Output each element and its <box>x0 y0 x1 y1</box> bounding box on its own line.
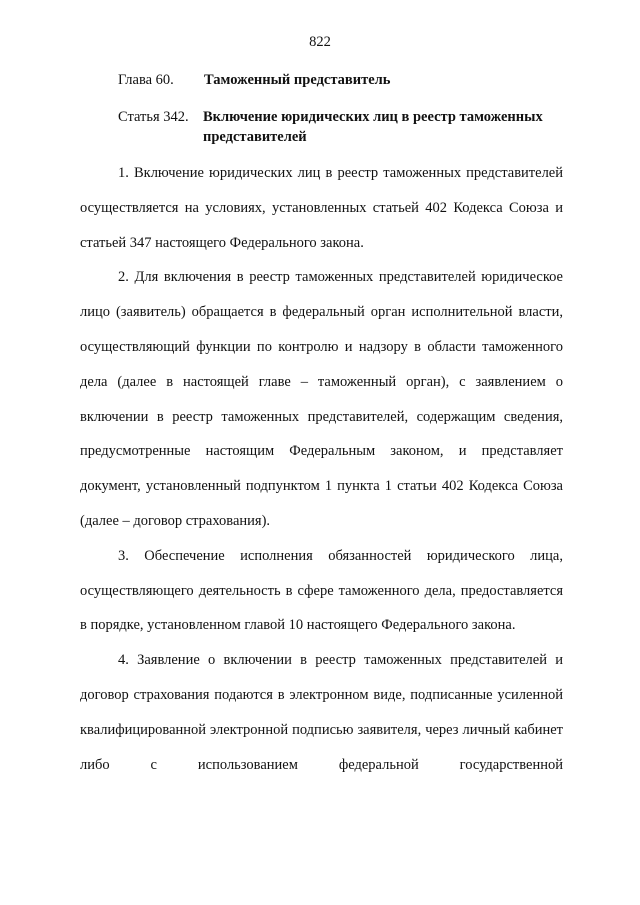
paragraph-4: 4. Заявление о включении в реестр таможенных представителей и договор страхования подаются в электронном виде, подписанные усиленной квалифицированной электронной подписью заявителя, через личный кабинет либо с использованием федеральной государственной <box>80 652 563 773</box>
paragraph-2: 2. Для включения в реестр таможенных представителей юридическое лицо (заявитель) обращается в федеральный орган исполнительной власти, осуществляющий функции по контролю и надзору в области таможенного дела (далее в настоящей главе – таможенный орган), с заявлением о включении в реестр таможенных представителей, содержащим сведения, предусмотренные настоящим Федеральным законом, и представляет документ, установленный подпунктом 1 пункта 1 статьи 402 Кодекса Союза (далее – договор страхования). <box>80 269 563 529</box>
paragraph-3: 3. Обеспечение исполнения обязанностей юридического лица, осуществляющего деятельность в сфере таможенного дела, предоставляется в порядке, установленном главой 10 настоящего Федерального закона. <box>80 547 563 634</box>
page-number: 822 <box>309 34 331 50</box>
article-label: Статья 342. <box>118 109 189 125</box>
chapter-title: Таможенный представитель <box>204 72 391 88</box>
chapter-heading <box>118 70 390 90</box>
chapter-label: Глава 60. <box>118 72 174 88</box>
article-body <box>80 156 563 782</box>
article-title: Включение юридических лиц в реестр таможенных представителей <box>203 109 543 145</box>
paragraph-1: 1. Включение юридических лиц в реестр таможенных представителей осуществляется на условиях, установленных статьей 402 Кодекса Союза и статьей 347 настоящего Федерального закона. <box>80 165 563 251</box>
article-heading <box>118 107 555 147</box>
